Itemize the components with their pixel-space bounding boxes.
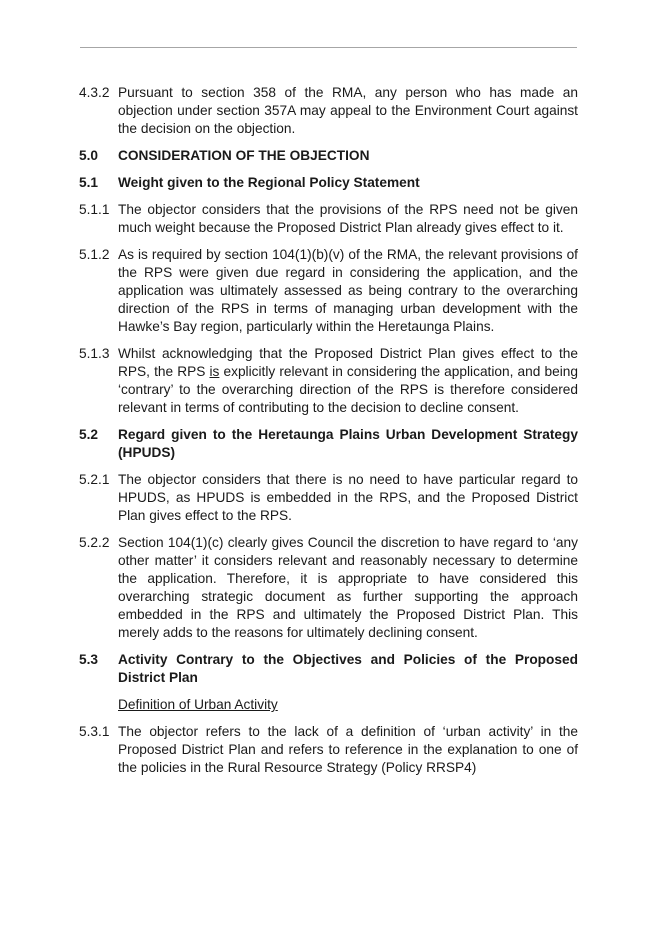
section-number: 5.2 — [79, 427, 99, 442]
paragraph-number: 5.1.2 — [79, 247, 110, 262]
section-number: 5.0 — [79, 148, 99, 163]
section-title: Weight given to the Regional Policy Statement — [118, 175, 420, 190]
paragraph-5-1-2 — [79, 246, 578, 336]
paragraph-number: 4.3.2 — [79, 85, 110, 100]
section-number: 5.3 — [79, 652, 99, 667]
subheading-definition-of-urban-activity: Definition of Urban Activity — [118, 697, 278, 712]
paragraph-4-3-2 — [79, 84, 578, 138]
emphasis-underlined: is — [209, 364, 220, 379]
paragraph-number: 5.1.1 — [79, 202, 110, 217]
paragraph-text-end: explicitly relevant in considering the application, and being ‘contrary’ to the overarching direction of the RPS is therefore considered relevant in terms of contributing to the decision to decline consent. — [118, 364, 578, 415]
paragraph-5-1-3 — [79, 345, 578, 417]
document-body — [79, 84, 578, 786]
paragraph-5-2-2 — [79, 534, 578, 642]
paragraph-text: Section 104(1)(c) clearly gives Council the discretion to have regard to ‘any other matter’ it considers relevant and reasonably necessary to determine the application. Therefore, it is appropriate to have considered this overarching strategic document as further supporting the approach embedded in the RPS and ultimately the Proposed District Plan. This merely adds to the reasons for ultimately declining consent. — [118, 535, 578, 640]
section-title: Activity Contrary to the Objectives and Policies of the Proposed District Plan — [118, 652, 578, 685]
paragraph-5-2-1 — [79, 471, 578, 525]
header-rule — [80, 47, 577, 48]
paragraph-number: 5.1.3 — [79, 346, 110, 361]
paragraph-text: The objector considers that the provisions of the RPS need not be given much weight because the Proposed District Plan already gives effect to it. — [118, 202, 578, 235]
paragraph-text: The objector considers that there is no need to have particular regard to HPUDS, as HPUDS is embedded in the RPS, and the Proposed District Plan gives effect to the RPS. — [118, 472, 578, 523]
paragraph-text: The objector refers to the lack of a definition of ‘urban activity’ in the Proposed District Plan and refers to reference in the explanation to one of the policies in the Rural Resource Strategy (Policy RRSP4) — [118, 724, 578, 775]
paragraph-5-1-1 — [79, 201, 578, 237]
section-number: 5.1 — [79, 175, 99, 190]
section-title: Regard given to the Heretaunga Plains Urban Development Strategy (HPUDS) — [118, 427, 578, 460]
paragraph-number: 5.2.1 — [79, 472, 110, 487]
section-heading-5-3 — [79, 651, 578, 687]
paragraph-number: 5.2.2 — [79, 535, 110, 550]
section-title: CONSIDERATION OF THE OBJECTION — [118, 148, 370, 163]
paragraph-text — [118, 345, 578, 417]
paragraph-text-start: Whilst acknowledging that the Proposed District Plan gives effect to the RPS, the RPS — [118, 346, 578, 379]
section-heading-5-1 — [79, 174, 578, 192]
paragraph-5-3-1 — [79, 723, 578, 777]
section-heading-5-0 — [79, 147, 578, 165]
paragraph-text: Pursuant to section 358 of the RMA, any person who has made an objection under section 357A may appeal to the Environment Court against the decision on the objection. — [118, 85, 578, 136]
section-heading-5-2 — [79, 426, 578, 462]
paragraph-text: As is required by section 104(1)(b)(v) of the RMA, the relevant provisions of the RPS were given due regard in considering the application, and the application was ultimately assessed as being contrary to the overarching direction of the RPS in terms of managing urban development with the Hawke’s Bay region, particularly within the Heretaunga Plains. — [118, 247, 578, 334]
paragraph-number: 5.3.1 — [79, 724, 110, 739]
